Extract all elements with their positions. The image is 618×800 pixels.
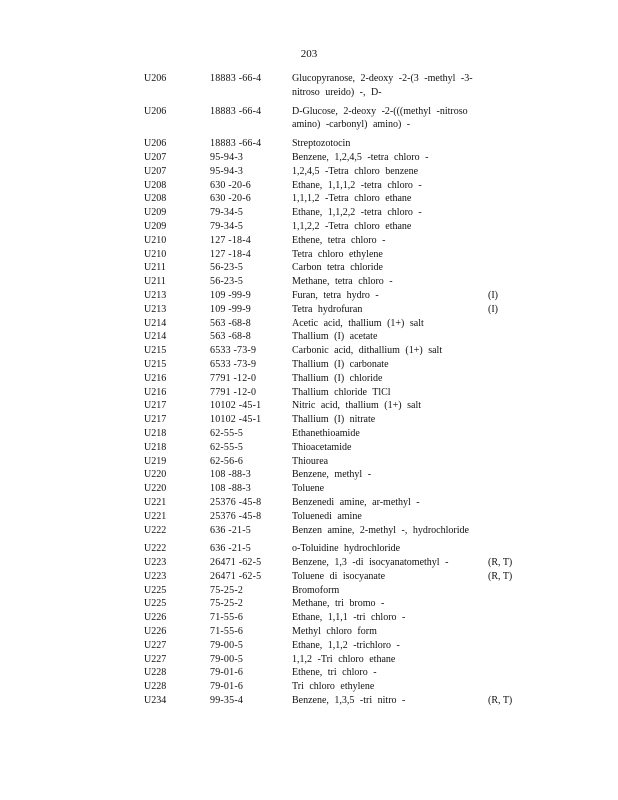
table-row	[0, 220, 618, 234]
substance-name: Thioacetamide	[292, 441, 352, 453]
table-row	[0, 666, 618, 680]
table-row	[0, 482, 618, 496]
cas-number: 79-01-6	[210, 667, 244, 679]
table-row	[0, 584, 618, 598]
waste-code: U226	[144, 626, 167, 638]
waste-code: U213	[144, 289, 167, 301]
table-row	[0, 303, 618, 317]
substance-name: Thallium (I) acetate	[292, 331, 378, 343]
substance-name: o-Toluidine hydrochloride	[292, 543, 401, 555]
cas-number: 127 -18-4	[210, 234, 251, 246]
waste-code: U228	[144, 667, 167, 679]
table-row	[0, 248, 618, 262]
waste-code: U219	[144, 455, 167, 467]
cas-number: 99-35-4	[210, 695, 244, 707]
cas-number: 109 -99-9	[210, 303, 251, 315]
waste-code: U214	[144, 331, 167, 343]
waste-code: U217	[144, 414, 167, 426]
cas-number: 95-94-3	[210, 151, 244, 163]
cas-number: 62-55-5	[210, 427, 244, 439]
substance-name: Ethanethioamide	[292, 427, 360, 439]
waste-code: U210	[144, 248, 167, 260]
cas-number: 109 -99-9	[210, 289, 251, 301]
substance-name: Toluene di isocyanate	[292, 570, 386, 582]
table-row	[0, 105, 618, 133]
cas-number: 75-25-2	[210, 584, 244, 596]
cas-number: 18883 -66-4	[210, 138, 262, 150]
cas-number: 25376 -45-8	[210, 496, 262, 508]
substance-name: Acetic acid, thallium (1+) salt	[292, 317, 424, 329]
table-row	[0, 524, 618, 538]
cas-number: 108 -88-3	[210, 483, 251, 495]
waste-code: U210	[144, 234, 167, 246]
cas-number: 10102 -45-1	[210, 400, 262, 412]
waste-code: U207	[144, 165, 167, 177]
hazard-flag: (R, T)	[488, 695, 513, 707]
cas-number: 10102 -45-1	[210, 414, 262, 426]
waste-code: U222	[144, 524, 167, 536]
substance-name: Benzene, 1,2,4,5 -tetra chloro -	[292, 151, 429, 163]
waste-code: U226	[144, 612, 167, 624]
table-row	[0, 151, 618, 165]
table-row	[0, 165, 618, 179]
table-row	[0, 179, 618, 193]
table-row	[0, 344, 618, 358]
table-row	[0, 427, 618, 441]
cas-number: 7791 -12-0	[210, 386, 257, 398]
substance-name: Thallium (I) nitrate	[292, 414, 376, 426]
cas-number: 563 -68-8	[210, 331, 251, 343]
substance-name: Ethane, 1,1,2 -trichloro -	[292, 639, 400, 651]
substance-name: Methyl chloro form	[292, 626, 377, 638]
waste-code: U213	[144, 303, 167, 315]
cas-number: 79-00-5	[210, 653, 244, 665]
waste-code: U221	[144, 510, 167, 522]
substance-name: 1,1,2 -Tri chloro ethane	[292, 653, 396, 665]
cas-number: 79-34-5	[210, 220, 244, 232]
substance-name: Carbon tetra chloride	[292, 262, 383, 274]
substance-name: Methane, tri bromo -	[292, 598, 385, 610]
substance-name: Benzenedi amine, ar-methyl -	[292, 496, 420, 508]
cas-number: 630 -20-6	[210, 193, 251, 205]
table-row	[0, 289, 618, 303]
table-row	[0, 72, 618, 100]
substance-name: Bromoform	[292, 584, 340, 596]
waste-code: U208	[144, 179, 167, 191]
cas-number: 71-55-6	[210, 612, 244, 624]
table-row	[0, 192, 618, 206]
substance-name: Tri chloro ethylene	[292, 681, 375, 693]
table-row	[0, 556, 618, 570]
table-row	[0, 639, 618, 653]
cas-number: 26471 -62-5	[210, 557, 262, 569]
waste-code: U223	[144, 570, 167, 582]
hazard-flag: (I)	[488, 303, 498, 315]
substance-name: Tetra chloro ethylene	[292, 248, 383, 260]
table-row	[0, 455, 618, 469]
cas-number: 56-23-5	[210, 262, 244, 274]
waste-code: U216	[144, 372, 167, 384]
substance-name: Ethene, tetra chloro -	[292, 234, 386, 246]
substance-name: 1,1,2,2 -Tetra chloro ethane	[292, 220, 412, 232]
cas-number: 79-00-5	[210, 639, 244, 651]
substance-name: Nitric acid, thallium (1+) salt	[292, 400, 421, 412]
cas-number: 25376 -45-8	[210, 510, 262, 522]
cas-number: 79-34-5	[210, 207, 244, 219]
table-row	[0, 234, 618, 248]
cas-number: 6533 -73-9	[210, 358, 257, 370]
waste-code: U209	[144, 207, 167, 219]
table-row	[0, 680, 618, 694]
table-row	[0, 206, 618, 220]
table-row	[0, 496, 618, 510]
cas-number: 26471 -62-5	[210, 570, 262, 582]
waste-code: U209	[144, 220, 167, 232]
table-row	[0, 399, 618, 413]
substance-name: 1,2,4,5 -Tetra chloro benzene	[292, 165, 419, 177]
waste-code: U208	[144, 193, 167, 205]
waste-code: U206	[144, 105, 167, 117]
table-row	[0, 261, 618, 275]
waste-code: U211	[144, 262, 166, 274]
table-row	[0, 510, 618, 524]
waste-code: U211	[144, 276, 166, 288]
substance-name: Thiourea	[292, 455, 329, 467]
waste-code: U227	[144, 639, 167, 651]
table-row	[0, 137, 618, 151]
substance-name: Methane, tetra chloro -	[292, 276, 393, 288]
cas-number: 56-23-5	[210, 276, 244, 288]
waste-code: U220	[144, 469, 167, 481]
substance-name: Thallium (I) chloride	[292, 372, 383, 384]
table-row	[0, 358, 618, 372]
substance-name: Furan, tetra hydro -	[292, 289, 379, 301]
cas-number: 95-94-3	[210, 165, 244, 177]
cas-number: 636 -21-5	[210, 524, 251, 536]
table-row	[0, 317, 618, 331]
substance-name: Carbonic acid, dithallium (1+) salt	[292, 345, 443, 357]
table-row	[0, 413, 618, 427]
waste-code: U234	[144, 695, 167, 707]
substance-name: Thallium chloride TlCl	[292, 386, 391, 398]
substance-name: Ethene, tri chloro -	[292, 667, 377, 679]
substance-name: Toluenedi amine	[292, 510, 362, 522]
cas-number: 563 -68-8	[210, 317, 251, 329]
cas-number: 62-55-5	[210, 441, 244, 453]
waste-code: U216	[144, 386, 167, 398]
cas-number: 62-56-6	[210, 455, 244, 467]
table-row	[0, 611, 618, 625]
substance-name: D-Glucose, 2-deoxy -2-(((methyl -nitroso amino) -carbonyl) amino) -	[292, 105, 468, 131]
waste-code: U218	[144, 441, 167, 453]
waste-code: U221	[144, 496, 167, 508]
substance-name: Ethane, 1,1,2,2 -tetra chloro -	[292, 207, 422, 219]
table-row	[0, 386, 618, 400]
table-row	[0, 468, 618, 482]
substance-name: 1,1,1,2 -Tetra chloro ethane	[292, 193, 412, 205]
substance-name: Ethane, 1,1,1,2 -tetra chloro -	[292, 179, 422, 191]
substance-name: Benzene, methyl -	[292, 469, 372, 481]
table-row	[0, 694, 618, 708]
waste-code: U225	[144, 584, 167, 596]
table-row	[0, 372, 618, 386]
cas-number: 18883 -66-4	[210, 73, 262, 84]
table-row	[0, 653, 618, 667]
cas-number: 71-55-6	[210, 626, 244, 638]
waste-code: U228	[144, 681, 167, 693]
cas-number: 7791 -12-0	[210, 372, 257, 384]
cas-number: 636 -21-5	[210, 543, 251, 555]
substance-name: Toluene	[292, 483, 325, 495]
waste-code: U215	[144, 345, 167, 357]
waste-code: U215	[144, 358, 167, 370]
hazard-flag: (R, T)	[488, 570, 513, 582]
waste-code: U217	[144, 400, 167, 412]
cas-number: 108 -88-3	[210, 469, 251, 481]
waste-code: U225	[144, 598, 167, 610]
waste-code: U218	[144, 427, 167, 439]
substance-name: Benzene, 1,3,5 -tri nitro -	[292, 695, 406, 707]
waste-code: U206	[144, 73, 167, 84]
waste-code: U214	[144, 317, 167, 329]
substance-name: Tetra hydrofuran	[292, 303, 363, 315]
waste-code: U223	[144, 557, 167, 569]
cas-number: 6533 -73-9	[210, 345, 257, 357]
substance-name: Benzene, 1,3 -di isocyanatomethyl -	[292, 557, 449, 569]
substance-name: Glucopyranose, 2-deoxy -2-(3 -methyl -3-nitroso ureido) -, D-	[292, 73, 473, 98]
waste-code: U222	[144, 543, 167, 555]
table-row	[0, 597, 618, 611]
table-row	[0, 441, 618, 455]
waste-code: U220	[144, 483, 167, 495]
cas-number: 127 -18-4	[210, 248, 251, 260]
hazard-flag: (R, T)	[488, 557, 513, 569]
substance-name: Streptozotocin	[292, 138, 351, 150]
hazardous-waste-table	[0, 72, 618, 708]
table-row	[0, 330, 618, 344]
page-number: 203	[300, 48, 318, 60]
substance-name: Thallium (I) carbonate	[292, 358, 389, 370]
table-row	[0, 570, 618, 584]
waste-code: U227	[144, 653, 167, 665]
cas-number: 18883 -66-4	[210, 105, 262, 117]
substance-name: Benzen amine, 2-methyl -, hydrochloride	[292, 524, 469, 536]
cas-number: 630 -20-6	[210, 179, 251, 191]
cas-number: 79-01-6	[210, 681, 244, 693]
waste-code: U207	[144, 151, 167, 163]
cas-number: 75-25-2	[210, 598, 244, 610]
substance-name: Ethane, 1,1,1 -tri chloro -	[292, 612, 406, 624]
table-row	[0, 542, 618, 556]
hazard-flag: (I)	[488, 289, 498, 301]
table-row	[0, 625, 618, 639]
waste-code: U206	[144, 138, 167, 150]
table-row	[0, 275, 618, 289]
